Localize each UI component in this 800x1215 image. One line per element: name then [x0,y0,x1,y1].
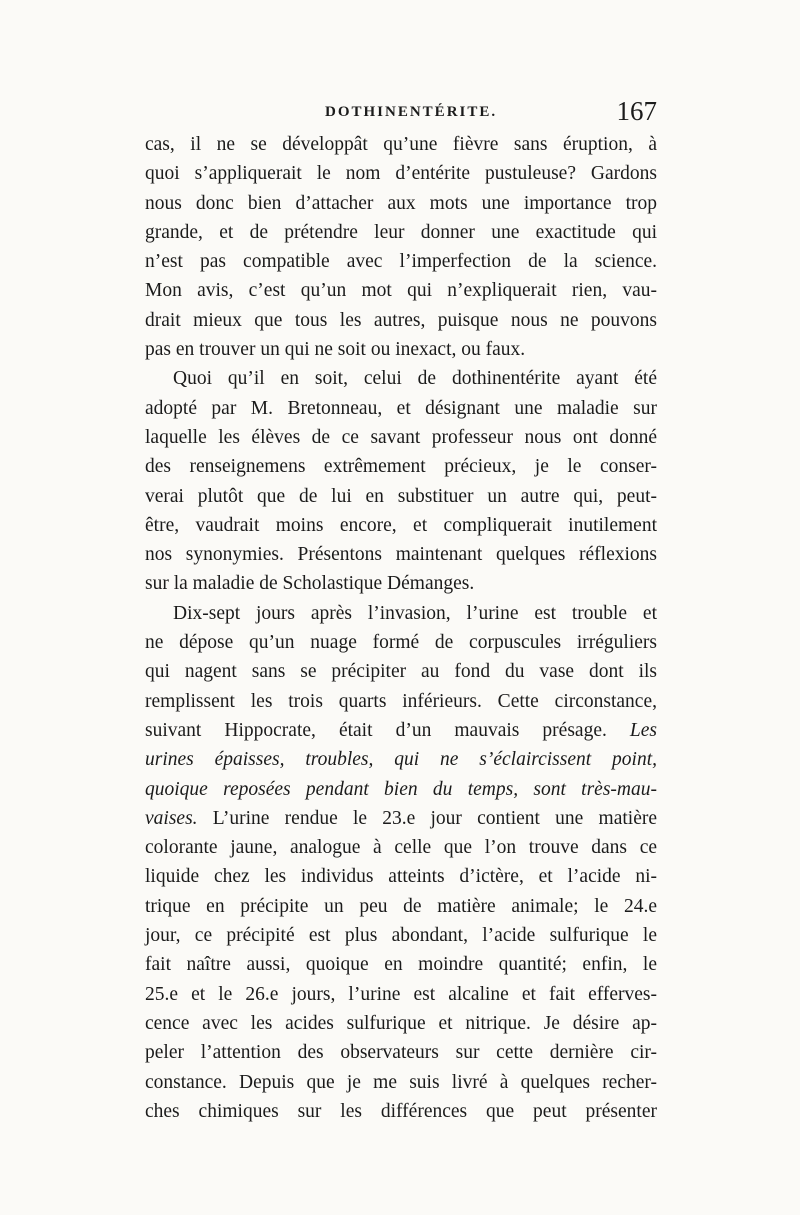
text-line: laquelle les élèves de ce savant professeur nous ont donné [145,426,657,448]
text-line: pas en trouver un qui ne soit ou inexact, ou faux. [145,339,526,361]
text-line: ches chimiques sur les différences que peut présenter [145,1100,657,1122]
italic-quote: vaises. [145,807,198,829]
italic-quote-line: urines épaisses, troubles, qui ne s’éclaircissent point, [145,749,657,771]
text-line: ne dépose qu’un nuage formé de corpuscules irréguliers [145,632,657,654]
text-line: jour, ce précipité est plus abondant, l’acide sulfurique le [145,925,657,947]
text-line: grande, et de prétendre leur donner une exactitude qui [145,221,657,243]
text-line [145,804,657,833]
text-line: trique en précipite un peu de matière animale; le 24.e [145,895,657,917]
text-line: des renseignemens extrêmement précieux, je le conser- [145,456,657,478]
italic-quote: Les [629,719,657,741]
text-line: liquide chez les individus atteints d’ictère, et l’acide ni- [145,866,657,888]
text-line: fait naître aussi, quoique en moindre quantité; enfin, le [145,954,657,976]
running-head: DOTHINENTÉRITE. [325,104,498,120]
page-header [145,96,657,128]
text-line: qui nagent sans se précipiter au fond du vase dont ils [145,661,657,683]
text-line: n’est pas compatible avec l’imperfection de la science. [145,251,657,273]
text-line: colorante jaune, analogue à celle que l’on trouve dans ce [145,837,657,859]
text-line: cence avec les acides sulfurique et nitrique. Je désire ap- [145,1012,657,1034]
text-line [145,716,657,745]
text-line: nos synonymies. Présentons maintenant quelques réflexions [145,544,657,566]
body-text [145,130,657,1126]
text-line: 25.e et le 26.e jours, l’urine est alcaline et fait efferves- [145,983,657,1005]
text-line: verai plutôt que de lui en substituer un autre qui, peut- [145,485,657,507]
text-line: Mon avis, c’est qu’un mot qui n’expliquerait rien, vau- [145,280,657,302]
text-segment: suivant Hippocrate, était d’un mauvais présage. [145,719,607,741]
text-line: nous donc bien d’attacher aux mots une importance trop [145,192,657,214]
text-line: constance. Depuis que je me suis livré à quelques recher- [145,1071,657,1093]
text-line: peler l’attention des observateurs sur cette dernière cir- [145,1042,657,1064]
page-number: 167 [616,96,657,126]
text-line: remplissent les trois quarts inférieurs. Cette circonstance, [145,690,657,712]
text-line: cas, il ne se développât qu’une fièvre sans éruption, à [145,134,657,155]
text-line: sur la maladie de Scholastique Démanges. [145,573,475,595]
text-line: Quoi qu’il en soit, celui de dothinentérite ayant été [173,368,657,390]
text-line: quoi s’appliquerait le nom d’entérite pustuleuse? Gardons [145,163,657,185]
text-line: adopté par M. Bretonneau, et désignant une maladie sur [145,397,657,419]
text-line: être, vaudrait moins encore, et compliquerait inutilement [145,514,657,536]
italic-quote-line: quoique reposées pendant bien du temps, sont très-mau- [145,778,657,800]
text-line: drait mieux que tous les autres, puisque nous ne pouvons [145,309,657,331]
text-segment: L’urine rendue le 23.e jour contient une matière [212,807,658,829]
text-line: Dix-sept jours après l’invasion, l’urine est trouble et [173,602,657,624]
